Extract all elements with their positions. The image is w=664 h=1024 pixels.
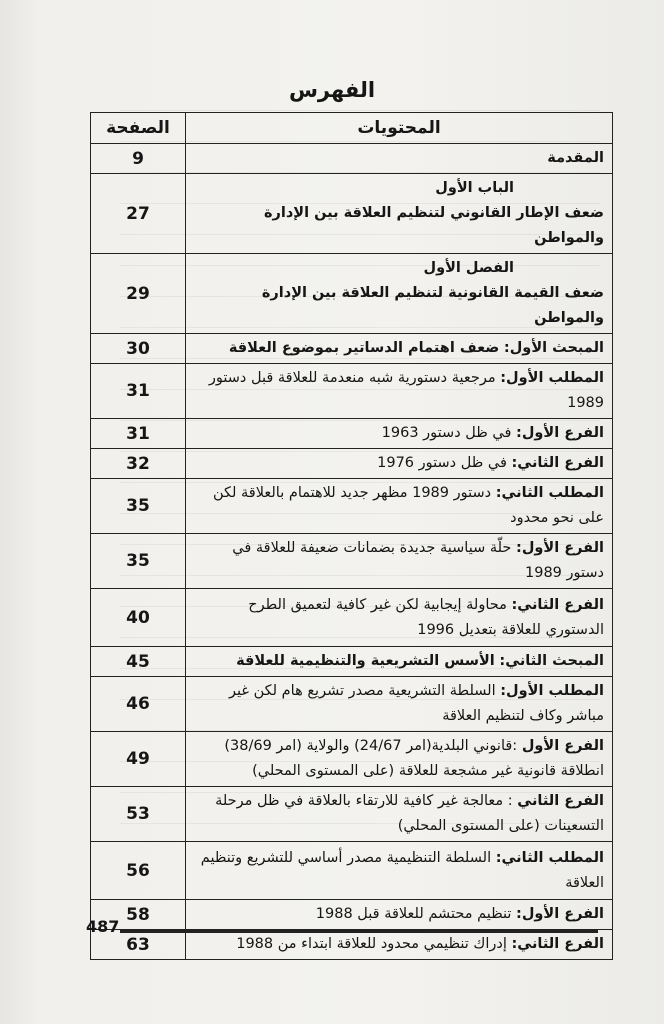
toc-entry [186, 364, 613, 419]
entry-label: الفصل الأول [423, 260, 514, 276]
entry-label: الباب الأول [435, 180, 514, 196]
footer-rule [120, 930, 598, 933]
toc-row [91, 419, 613, 449]
entry-page: 31 [91, 364, 186, 419]
entry-label: المقدمة [547, 150, 604, 166]
toc-row [91, 589, 613, 647]
toc-entry [186, 534, 613, 589]
toc-row [91, 334, 613, 364]
entry-page: 49 [91, 732, 186, 787]
entry-text: إدراك تنظيمي محدود للعلاقة ابتداء من 1988 [236, 936, 507, 952]
toc-entry [186, 842, 613, 900]
toc-header-row [91, 113, 613, 144]
entry-text: مرجعية دستورية شبه منعدمة للعلاقة قبل دستور 1989 [208, 370, 604, 411]
entry-text: ضعف الإطار القانوني لتنظيم العلاقة بين الإدارة والمواطن [263, 205, 604, 246]
page-number: 487 [86, 917, 120, 936]
toc-entry [186, 334, 613, 364]
toc-entry [186, 930, 613, 960]
toc-entry [186, 419, 613, 449]
entry-page: 9 [91, 144, 186, 174]
toc-row [91, 900, 613, 930]
toc-entry [186, 732, 613, 787]
toc-row [91, 677, 613, 732]
toc-row [91, 534, 613, 589]
toc-row [91, 732, 613, 787]
entry-label: المبحث الأول: [503, 340, 604, 356]
toc-entry [186, 787, 613, 842]
header-page: الصفحة [91, 113, 186, 144]
entry-text: حلّة سياسية جديدة بضمانات ضعيفة للعلاقة في دستور 1989 [232, 540, 604, 581]
toc-entry [186, 900, 613, 930]
entry-text: : معالجة غير كافية للارتقاء بالعلاقة في ظل مرحلة التسعينات (على المستوى المحلي) [215, 793, 604, 834]
entry-label: الفرع الأول: [516, 425, 604, 441]
entry-page: 35 [91, 479, 186, 534]
toc-row [91, 842, 613, 900]
toc-entry [186, 254, 613, 334]
entry-page: 58 [91, 900, 186, 930]
page-title: الفهرس [288, 78, 376, 102]
entry-text: في ظل دستور 1976 [377, 455, 507, 471]
entry-text: محاولة إيجابية لكن غير كافية لتعميق الطرح الدستوري للعلاقة بتعديل 1996 [248, 596, 604, 638]
toc-entry [186, 647, 613, 677]
toc-row [91, 930, 613, 960]
toc-entry [186, 479, 613, 534]
entry-text: السلطة التشريعية مصدر تشريع هام لكن غير مباشر وكاف لتنظيم العلاقة [229, 683, 604, 724]
entry-label: الفرع الثاني: [511, 455, 604, 471]
toc-entry [186, 677, 613, 732]
entry-label: المطلب الأول: [500, 683, 604, 699]
entry-text: الأسس التشريعية والتنظيمية للعلاقة [236, 653, 495, 669]
entry-label: المبحث الثاني: [499, 653, 604, 669]
toc-entry [186, 144, 613, 174]
entry-page: 46 [91, 677, 186, 732]
entry-page: 63 [91, 930, 186, 960]
entry-text: دستور 1989 مظهر جديد للاهتمام بالعلاقة لكن على نحو محدود [212, 485, 604, 526]
entry-text: تنظيم محتشم للعلاقة قبل 1988 [315, 906, 512, 922]
toc-table [90, 112, 613, 960]
toc-entry [186, 449, 613, 479]
entry-page: 35 [91, 534, 186, 589]
entry-label: الفرع الثاني: [511, 936, 604, 952]
entry-page: 56 [91, 842, 186, 900]
toc-entry [186, 174, 613, 254]
entry-page: 45 [91, 647, 186, 677]
entry-text: ضعف اهتمام الدساتير بموضوع العلاقة [228, 340, 500, 356]
toc-row [91, 254, 613, 334]
toc-entry [186, 589, 613, 647]
entry-label: المطلب الثاني: [495, 849, 604, 866]
toc-row [91, 364, 613, 419]
entry-page: 31 [91, 419, 186, 449]
entry-page: 30 [91, 334, 186, 364]
header-contents: المحتويات [186, 113, 613, 144]
entry-page: 27 [91, 174, 186, 254]
toc-row [91, 647, 613, 677]
toc-row [91, 144, 613, 174]
toc-row [91, 449, 613, 479]
entry-label: الفرع الأول: [516, 540, 604, 556]
entry-text: السلطة التنظيمية مصدر أساسي للتشريع وتنظيم العلاقة [200, 849, 604, 891]
entry-page: 53 [91, 787, 186, 842]
entry-label: الفرع الثاني: [511, 596, 604, 613]
toc-row [91, 479, 613, 534]
entry-label: الفرع الأول [521, 738, 604, 754]
entry-label: الفرع الثاني [517, 793, 604, 809]
entry-text: في ظل دستور 1963 [381, 425, 512, 441]
entry-label: المطلب الأول: [500, 370, 604, 386]
entry-page: 40 [91, 589, 186, 647]
toc-row [91, 787, 613, 842]
entry-text: :قانوني البلدية(امر 24/67) والولاية (امر 38/69) انطلاقة قانونية غير مشجعة للعلاقة (على المستوى المحلي) [224, 738, 604, 779]
toc-row [91, 174, 613, 254]
entry-label: المطلب الثاني: [495, 485, 604, 501]
entry-label: الفرع الأول: [516, 906, 604, 922]
entry-page: 29 [91, 254, 186, 334]
entry-page: 32 [91, 449, 186, 479]
entry-text: ضعف القيمة القانونية لتنظيم العلاقة بين الإدارة والمواطن [261, 285, 604, 326]
